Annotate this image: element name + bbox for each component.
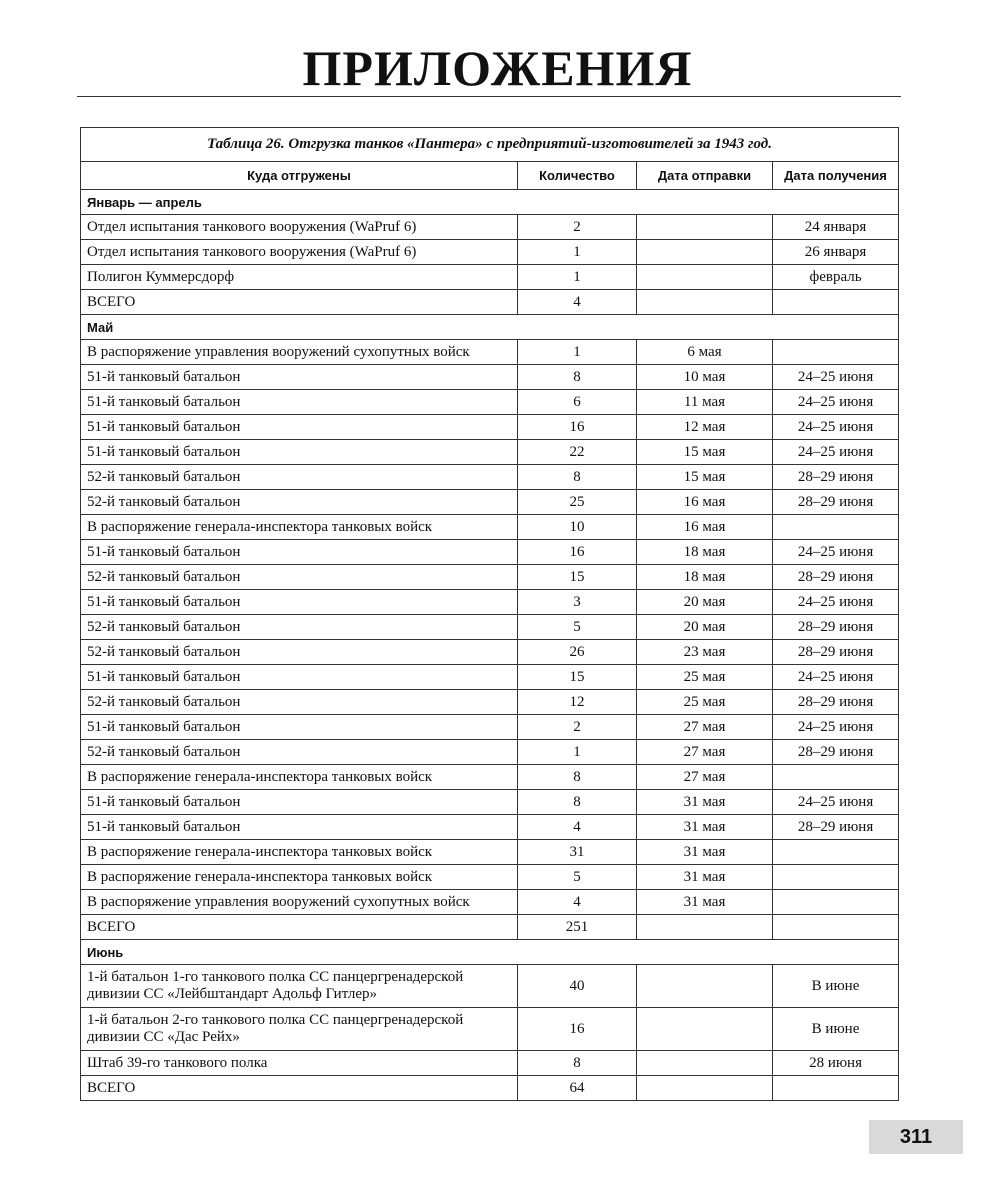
table-row — [81, 265, 899, 290]
sent-date-cell — [637, 915, 773, 940]
table-row — [81, 765, 899, 790]
sent-date-cell — [637, 265, 773, 290]
destination-cell: 51-й танковый батальон — [81, 790, 518, 815]
section-title: Январь — апрель — [81, 190, 899, 215]
sent-date-cell: 15 мая — [637, 465, 773, 490]
table-row — [81, 1051, 899, 1076]
sent-date-cell: 31 мая — [637, 840, 773, 865]
quantity-cell: 8 — [518, 790, 637, 815]
table-row — [81, 340, 899, 365]
sent-date-cell: 31 мая — [637, 865, 773, 890]
column-header-quantity: Количество — [518, 162, 637, 190]
destination-cell: 51-й танковый батальон — [81, 415, 518, 440]
table-row — [81, 515, 899, 540]
page-number: 311 — [869, 1120, 963, 1154]
received-date-cell: 28–29 июня — [773, 615, 899, 640]
quantity-cell: 6 — [518, 390, 637, 415]
received-date-cell: 24–25 июня — [773, 540, 899, 565]
received-date-cell: 28 июня — [773, 1051, 899, 1076]
table-row — [81, 840, 899, 865]
quantity-cell: 2 — [518, 715, 637, 740]
destination-cell: В распоряжение генерала-инспектора танковых войск — [81, 840, 518, 865]
table-row — [81, 490, 899, 515]
received-date-cell — [773, 515, 899, 540]
quantity-cell: 1 — [518, 740, 637, 765]
table-row — [81, 390, 899, 415]
quantity-cell: 64 — [518, 1076, 637, 1101]
destination-cell: В распоряжение генерала-инспектора танковых войск — [81, 515, 518, 540]
received-date-cell: 28–29 июня — [773, 465, 899, 490]
quantity-cell: 10 — [518, 515, 637, 540]
sent-date-cell: 25 мая — [637, 665, 773, 690]
sent-date-cell — [637, 240, 773, 265]
total-row — [81, 290, 899, 315]
table-row — [81, 540, 899, 565]
sent-date-cell: 10 мая — [637, 365, 773, 390]
received-date-cell — [773, 915, 899, 940]
received-date-cell: 28–29 июня — [773, 565, 899, 590]
destination-cell: 51-й танковый батальон — [81, 590, 518, 615]
table-row — [81, 665, 899, 690]
table-row — [81, 640, 899, 665]
table-row — [81, 215, 899, 240]
section-row — [81, 190, 899, 215]
sent-date-cell — [637, 1008, 773, 1051]
total-row — [81, 1076, 899, 1101]
received-date-cell — [773, 890, 899, 915]
quantity-cell: 16 — [518, 540, 637, 565]
sent-date-cell: 23 мая — [637, 640, 773, 665]
table-row — [81, 1008, 899, 1051]
received-date-cell: 28–29 июня — [773, 490, 899, 515]
destination-cell: В распоряжение управления вооружений сухопутных войск — [81, 890, 518, 915]
sent-date-cell — [637, 965, 773, 1008]
quantity-cell: 3 — [518, 590, 637, 615]
received-date-cell: 28–29 июня — [773, 740, 899, 765]
table-row — [81, 790, 899, 815]
quantity-cell: 251 — [518, 915, 637, 940]
section-title: Июнь — [81, 940, 899, 965]
destination-cell: 52-й танковый батальон — [81, 740, 518, 765]
section-title: Май — [81, 315, 899, 340]
destination-cell: 52-й танковый батальон — [81, 615, 518, 640]
table-row — [81, 565, 899, 590]
received-date-cell: 24–25 июня — [773, 415, 899, 440]
received-date-cell: 24–25 июня — [773, 590, 899, 615]
sent-date-cell: 15 мая — [637, 440, 773, 465]
table-row — [81, 365, 899, 390]
received-date-cell — [773, 290, 899, 315]
destination-cell: В распоряжение генерала-инспектора танковых войск — [81, 765, 518, 790]
sent-date-cell: 25 мая — [637, 690, 773, 715]
table-row — [81, 965, 899, 1008]
sent-date-cell: 16 мая — [637, 490, 773, 515]
quantity-cell: 15 — [518, 665, 637, 690]
column-header-received-date: Дата получения — [773, 162, 899, 190]
destination-cell: Отдел испытания танкового вооружения (WaPruf 6) — [81, 215, 518, 240]
destination-cell: ВСЕГО — [81, 1076, 518, 1101]
sent-date-cell — [637, 290, 773, 315]
destination-cell: В распоряжение генерала-инспектора танковых войск — [81, 865, 518, 890]
quantity-cell: 26 — [518, 640, 637, 665]
received-date-cell — [773, 340, 899, 365]
sent-date-cell: 11 мая — [637, 390, 773, 415]
section-row — [81, 940, 899, 965]
quantity-cell: 5 — [518, 865, 637, 890]
destination-cell: 52-й танковый батальон — [81, 490, 518, 515]
sent-date-cell — [637, 1051, 773, 1076]
quantity-cell: 1 — [518, 240, 637, 265]
page-heading: ПРИЛОЖЕНИЯ — [302, 40, 693, 96]
sent-date-cell: 31 мая — [637, 790, 773, 815]
destination-cell: 1-й батальон 1-го танкового полка СС панцергренадерской дивизии СС «Лейбштандарт Адольф Гитлер» — [81, 965, 518, 1008]
destination-cell: 1-й батальон 2-го танкового полка СС панцергренадерской дивизии СС «Дас Рейх» — [81, 1008, 518, 1051]
received-date-cell: 24–25 июня — [773, 440, 899, 465]
destination-cell: Отдел испытания танкового вооружения (WaPruf 6) — [81, 240, 518, 265]
destination-cell: ВСЕГО — [81, 290, 518, 315]
quantity-cell: 4 — [518, 815, 637, 840]
received-date-cell: В июне — [773, 1008, 899, 1051]
quantity-cell: 8 — [518, 765, 637, 790]
quantity-cell: 8 — [518, 465, 637, 490]
quantity-cell: 16 — [518, 1008, 637, 1051]
quantity-cell: 4 — [518, 290, 637, 315]
table-caption: Таблица 26. Отгрузка танков «Пантера» с предприятий-изготовителей за 1943 год. — [81, 128, 899, 162]
destination-cell: 51-й танковый батальон — [81, 715, 518, 740]
destination-cell: Полигон Куммерсдорф — [81, 265, 518, 290]
received-date-cell — [773, 840, 899, 865]
quantity-cell: 40 — [518, 965, 637, 1008]
table-row — [81, 240, 899, 265]
destination-cell: 51-й танковый батальон — [81, 365, 518, 390]
quantity-cell: 2 — [518, 215, 637, 240]
received-date-cell: 24–25 июня — [773, 390, 899, 415]
received-date-cell: 24 января — [773, 215, 899, 240]
quantity-cell: 8 — [518, 365, 637, 390]
received-date-cell: 24–25 июня — [773, 365, 899, 390]
sent-date-cell — [637, 215, 773, 240]
destination-cell: 52-й танковый батальон — [81, 690, 518, 715]
sent-date-cell: 6 мая — [637, 340, 773, 365]
received-date-cell — [773, 765, 899, 790]
destination-cell: 52-й танковый батальон — [81, 565, 518, 590]
table-row — [81, 465, 899, 490]
column-header-sent-date: Дата отправки — [637, 162, 773, 190]
quantity-cell: 12 — [518, 690, 637, 715]
quantity-cell: 16 — [518, 415, 637, 440]
heading-rule — [77, 96, 901, 97]
table-row — [81, 865, 899, 890]
total-row — [81, 915, 899, 940]
received-date-cell: 24–25 июня — [773, 715, 899, 740]
quantity-cell: 1 — [518, 265, 637, 290]
table-row — [81, 615, 899, 640]
received-date-cell: февраль — [773, 265, 899, 290]
quantity-cell: 15 — [518, 565, 637, 590]
destination-cell: 51-й танковый батальон — [81, 665, 518, 690]
received-date-cell: 24–25 июня — [773, 790, 899, 815]
received-date-cell: 24–25 июня — [773, 665, 899, 690]
received-date-cell — [773, 865, 899, 890]
received-date-cell — [773, 1076, 899, 1101]
destination-cell: В распоряжение управления вооружений сухопутных войск — [81, 340, 518, 365]
table-row — [81, 415, 899, 440]
received-date-cell: 28–29 июня — [773, 640, 899, 665]
destination-cell: 52-й танковый батальон — [81, 640, 518, 665]
quantity-cell: 22 — [518, 440, 637, 465]
table-row — [81, 815, 899, 840]
table-row — [81, 715, 899, 740]
received-date-cell: 28–29 июня — [773, 690, 899, 715]
destination-cell: 51-й танковый батальон — [81, 390, 518, 415]
column-header-destination: Куда отгружены — [81, 162, 518, 190]
table-row — [81, 590, 899, 615]
quantity-cell: 5 — [518, 615, 637, 640]
destination-cell: 51-й танковый батальон — [81, 540, 518, 565]
destination-cell: 51-й танковый батальон — [81, 440, 518, 465]
destination-cell: 52-й танковый батальон — [81, 465, 518, 490]
sent-date-cell: 20 мая — [637, 615, 773, 640]
table-row — [81, 740, 899, 765]
destination-cell: Штаб 39-го танкового полка — [81, 1051, 518, 1076]
table-row — [81, 890, 899, 915]
sent-date-cell: 27 мая — [637, 765, 773, 790]
table-row — [81, 440, 899, 465]
sent-date-cell — [637, 1076, 773, 1101]
sent-date-cell: 18 мая — [637, 540, 773, 565]
sent-date-cell: 16 мая — [637, 515, 773, 540]
sent-date-cell: 27 мая — [637, 715, 773, 740]
received-date-cell: В июне — [773, 965, 899, 1008]
quantity-cell: 1 — [518, 340, 637, 365]
quantity-cell: 25 — [518, 490, 637, 515]
sent-date-cell: 18 мая — [637, 565, 773, 590]
table-row — [81, 690, 899, 715]
sent-date-cell: 20 мая — [637, 590, 773, 615]
quantity-cell: 4 — [518, 890, 637, 915]
sent-date-cell: 12 мая — [637, 415, 773, 440]
received-date-cell: 26 января — [773, 240, 899, 265]
destination-cell: ВСЕГО — [81, 915, 518, 940]
table-body — [81, 190, 899, 1101]
shipments-table — [80, 127, 899, 1101]
received-date-cell: 28–29 июня — [773, 815, 899, 840]
sent-date-cell: 31 мая — [637, 890, 773, 915]
sent-date-cell: 31 мая — [637, 815, 773, 840]
sent-date-cell: 27 мая — [637, 740, 773, 765]
quantity-cell: 8 — [518, 1051, 637, 1076]
quantity-cell: 31 — [518, 840, 637, 865]
section-row — [81, 315, 899, 340]
destination-cell: 51-й танковый батальон — [81, 815, 518, 840]
